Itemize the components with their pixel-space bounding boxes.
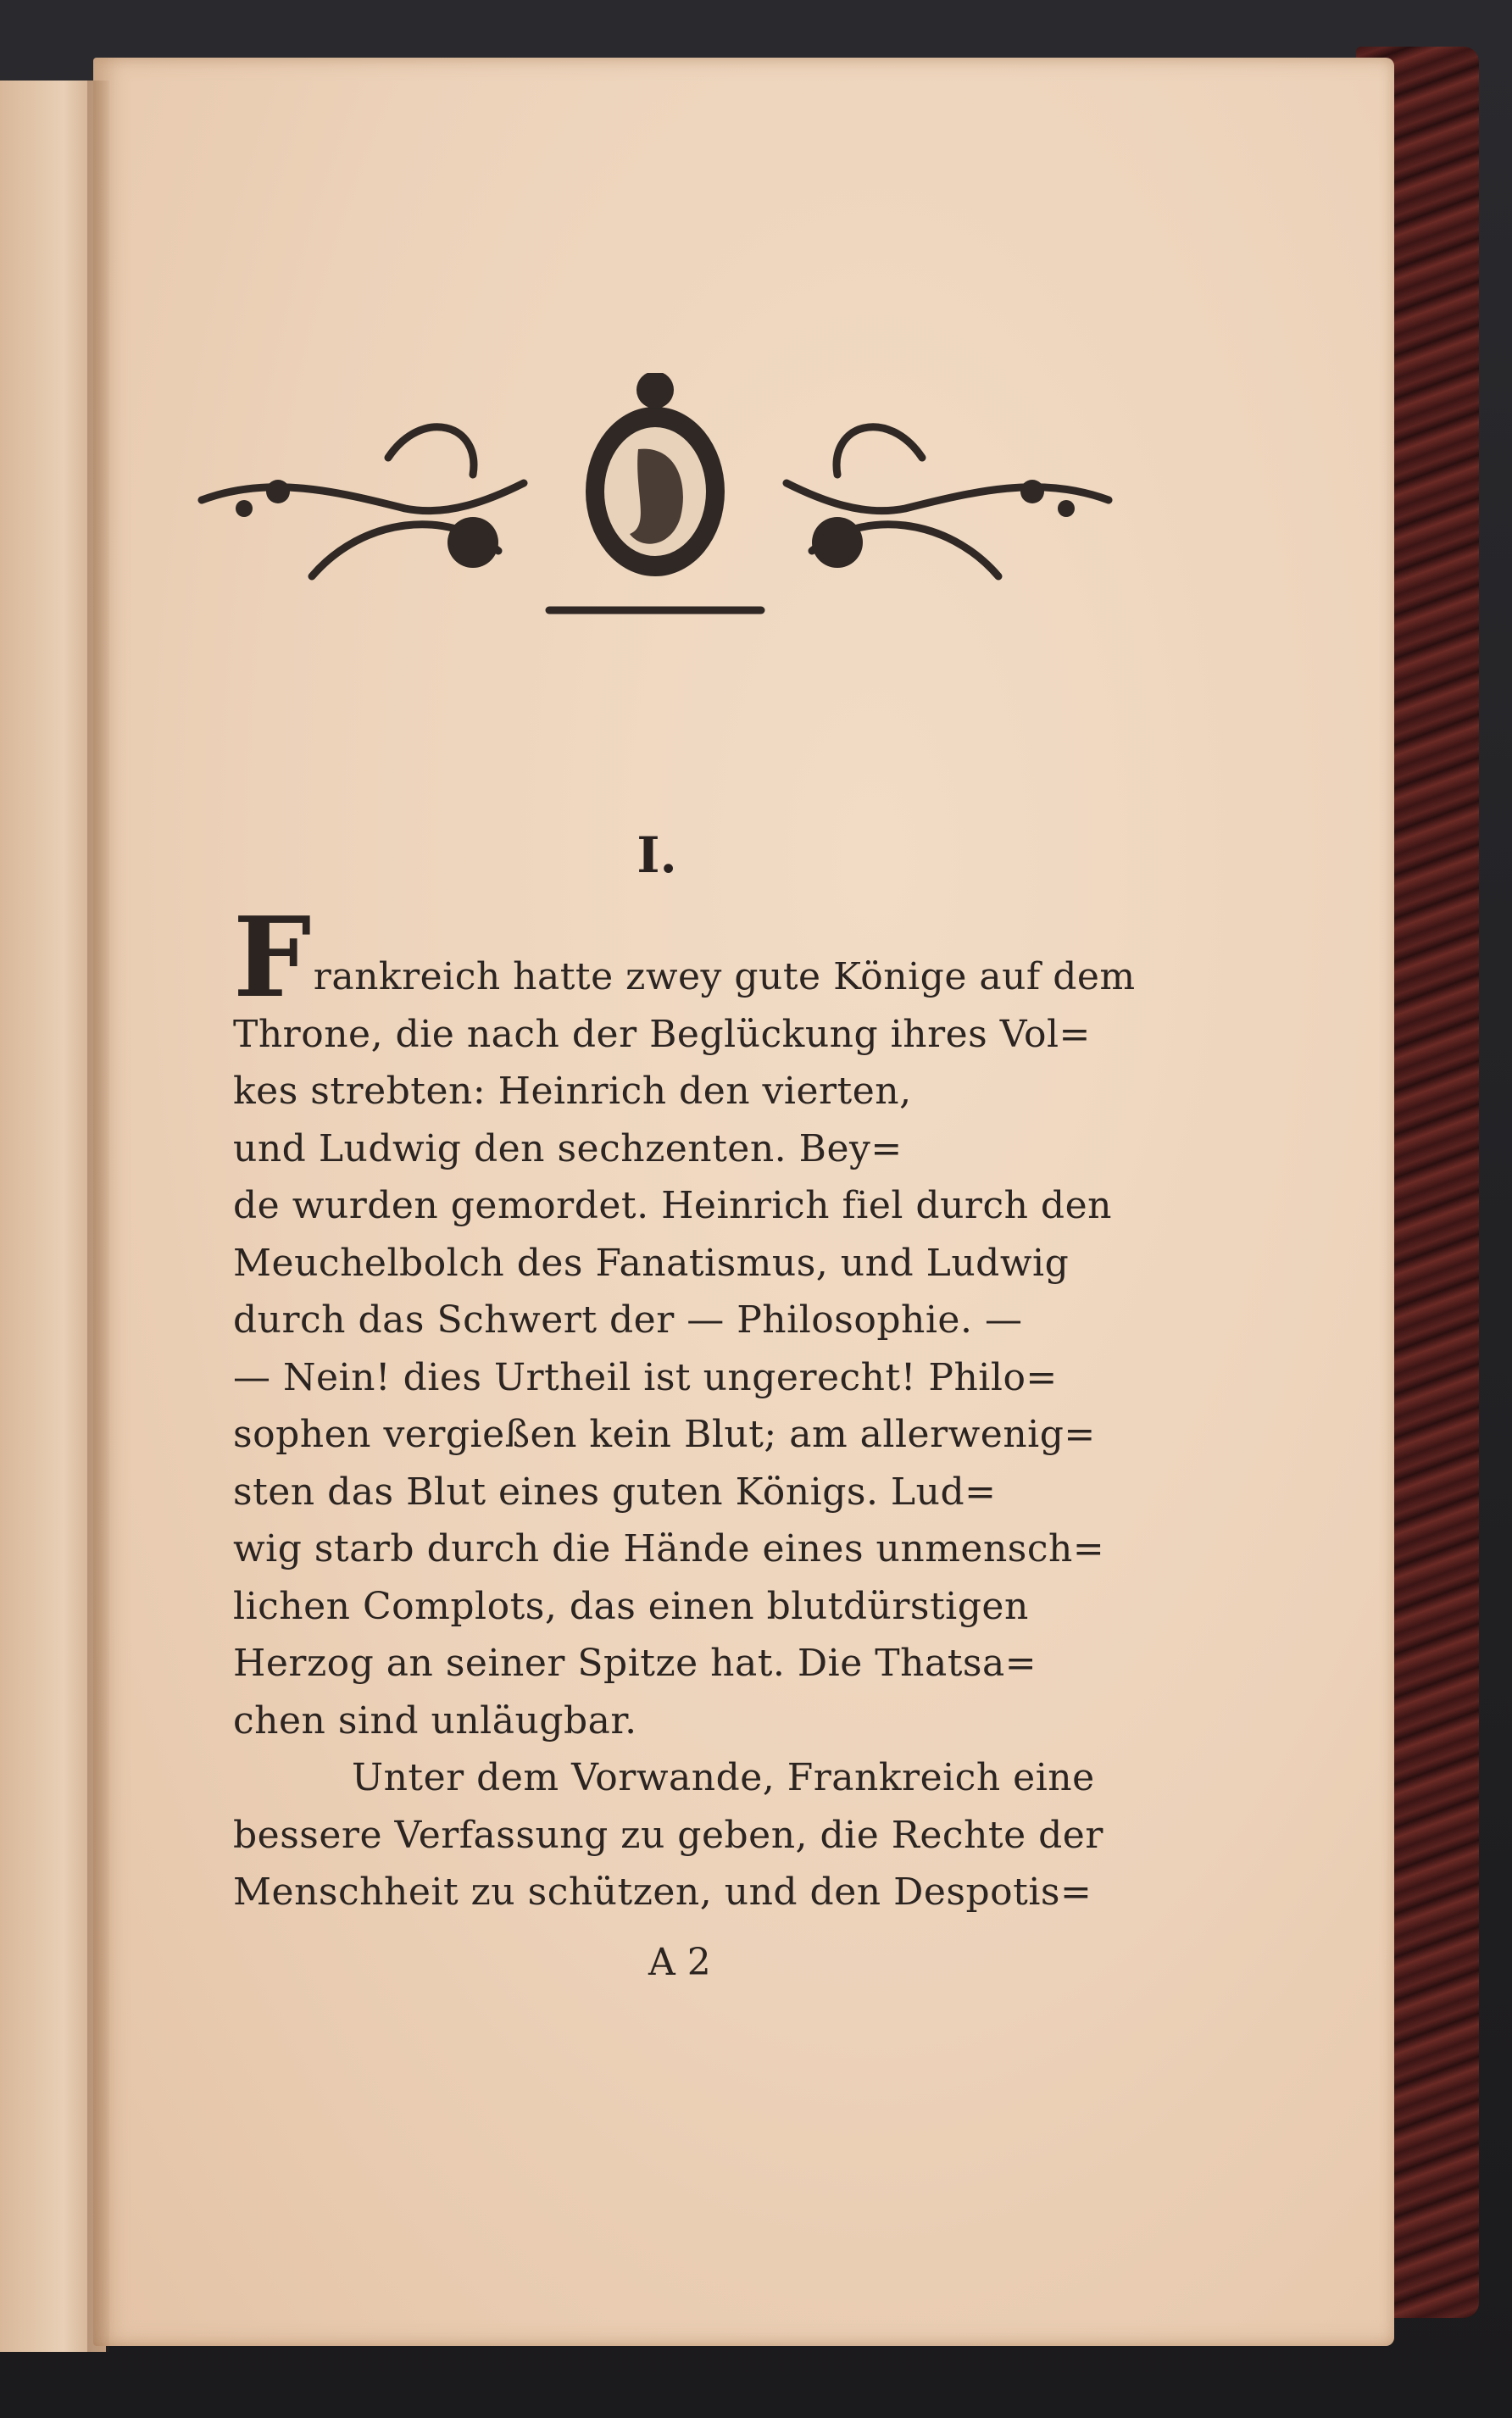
text-line: Throne, die nach der Beglückung ihres Vol= [233, 1012, 1091, 1056]
text-line: sten das Blut eines guten Königs. Lud= [233, 1470, 997, 1514]
chapter-number: I. [636, 826, 677, 884]
drop-cap: F [233, 892, 312, 1022]
text-line: Unter dem Vorwande, Frankreich eine [352, 1756, 1095, 1799]
body-text [233, 892, 1136, 1921]
signature-mark: A 2 [648, 1941, 711, 1984]
text-line: lichen Complots, das einen blutdürstigen [233, 1584, 1029, 1628]
text-line: bessere Verfassung zu geben, die Rechte der [233, 1813, 1103, 1857]
text-line: durch das Schwert der — Philosophie. — [233, 1298, 1023, 1342]
text-line: Frankreich hatte zwey gute Könige auf dem [233, 892, 1136, 1022]
text-line: Menschheit zu schützen, und den Despotis= [233, 1870, 1092, 1914]
headpiece-ornament [193, 373, 1117, 627]
text-line: — Nein! dies Urtheil ist ungerecht! Philo= [233, 1355, 1058, 1399]
page-gutter [87, 81, 109, 2352]
text-line: Meuchelbolch des Fanatismus, und Ludwig [233, 1241, 1070, 1285]
text-line: chen sind unläugbar. [233, 1698, 637, 1743]
text-line: wig starb durch die Hände eines unmensch= [233, 1527, 1105, 1570]
text-line: Herzog an seiner Spitze hat. Die Thatsa= [233, 1642, 1037, 1685]
text-line: de wurden gemordet. Heinrich fiel durch den [233, 1184, 1112, 1227]
text-line: sophen vergießen kein Blut; am allerwenig= [233, 1413, 1096, 1456]
text-line: kes strebten: Heinrich den vierten, [233, 1070, 912, 1113]
text-line: und Ludwig den sechzenten. Bey= [233, 1126, 903, 1170]
